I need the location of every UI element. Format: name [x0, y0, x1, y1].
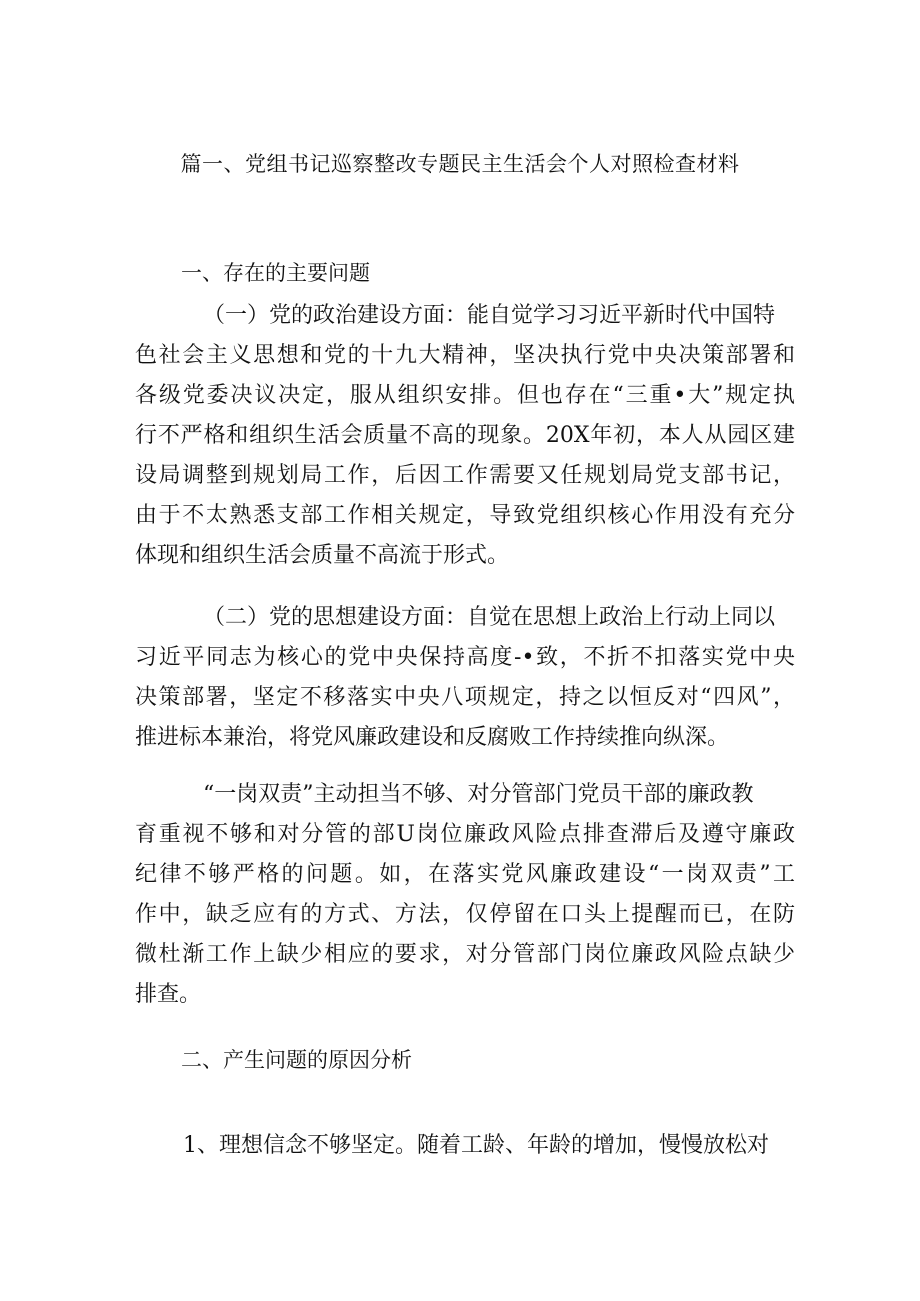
paragraph-line: 纪律不够严格的问题。如，在落实党风廉政建设“一岗双责”工: [135, 862, 795, 887]
paragraph-dual-responsibility: [135, 775, 795, 1015]
paragraph-line: 行不严格和组织生活会质量不高的现象。20X年初，本人从园区建: [135, 423, 795, 448]
paragraph-line: 体现和组织生活会质量不高流于形式。: [135, 543, 510, 568]
section-heading-causes: 二、产生问题的原因分析: [181, 1048, 412, 1072]
paragraph-line: 习近平同志为核心的党中央保持高度-•致，不折不扣落实党中央: [135, 645, 795, 670]
paragraph-ideological-building: [135, 598, 795, 758]
paragraph-line: 微杜渐工作上缺少相应的要求，对分管部门岗位廉政风险点缺少: [135, 942, 795, 967]
paragraph-line: （一）党的政治建设方面：能自觉学习习近平新时代中国特: [203, 303, 776, 328]
paragraph-line: 设局调整到规划局工作，后因工作需要又任规划局党支部书记，: [135, 463, 795, 488]
paragraph-line: 作中，缺乏应有的方式、方法，仅停留在口头上提醒而已，在防: [135, 902, 795, 927]
section-heading-problems: 一、存在的主要问题: [181, 261, 370, 285]
paragraph-line: 色社会主义思想和党的十九大精神，坚决执行党中央决策部署和: [135, 343, 795, 368]
document-title: 篇一、党组书记巡察整改专题民主生活会个人对照检查材料: [180, 152, 740, 176]
paragraph-line: （二）党的思想建设方面：自觉在思想上政治上行动上同以: [203, 605, 776, 630]
paragraph-line: 推进标本兼治，将党风廉政建设和反腐败工作持续推向纵深。: [135, 725, 730, 750]
paragraph-line: 育重视不够和对分管的部U岗位廉政风险点排查滞后及遵守廉政: [135, 822, 795, 847]
paragraph-political-building: [135, 296, 795, 576]
paragraph-line: “一岗双责”主动担当不够、对分管部门党员干部的廉政教: [203, 782, 754, 807]
paragraph-line: 由于不太熟悉支部工作相关规定，导致党组织核心作用没有充分: [135, 503, 795, 528]
paragraph-line: 排查。: [135, 982, 202, 1007]
cause-item-1: 1、理想信念不够坚定。随着工龄、年龄的增加，慢慢放松对: [183, 1133, 769, 1158]
paragraph-line: 决策部署，坚定不移落实中央八项规定，持之以恒反对“四风”，: [135, 685, 795, 710]
paragraph-line: 各级党委决议决定，服从组织安排。但也存在“三重•大”规定执: [135, 383, 795, 408]
